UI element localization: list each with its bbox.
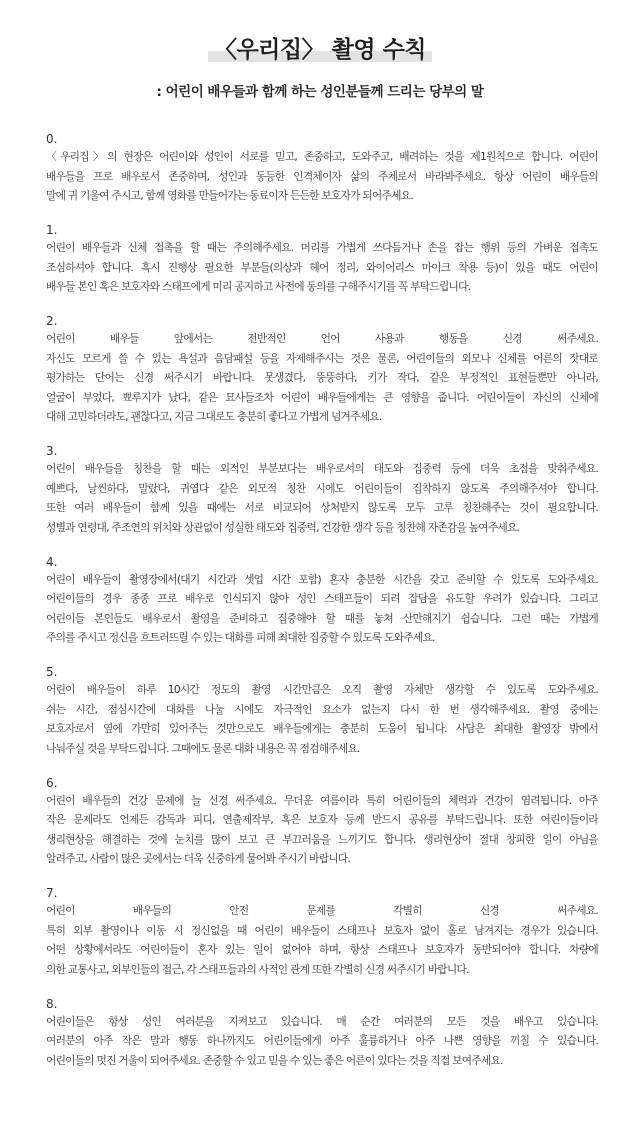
section-gap xyxy=(46,206,598,223)
rule-text-line: 어린이 배우들을 칭찬을 할 때는 외적인 부분보다는 배우로서의 태도와 집중력 등에 더욱 초점을 맞춰주세요. xyxy=(46,462,598,475)
rule-text-line: 어린이들 본인들도 배우로서 촬영을 준비하고 집중해야 할 때를 놓쳐 산만해지기 쉽습니다. 그런 때는 가볍게 xyxy=(46,611,598,625)
rule-number: 1. xyxy=(46,223,58,237)
rule-text-line: 대해 고민하더라도, 괜찮다고, 지금 그대로도 충분히 좋다고 가볍게 넘겨주세요. xyxy=(46,410,382,423)
section-gap xyxy=(46,537,598,554)
title-wrap xyxy=(0,34,640,66)
rule-text-line: 여러분의 아주 작은 말과 행동 하나까지도 어린이들에게 아주 훌륭하거나 아주 나쁜 영향을 끼칠 수 있습니다. xyxy=(46,1034,598,1047)
rule-section xyxy=(46,443,598,537)
section-gap xyxy=(46,869,598,886)
rule-text-line: 어린이 배우들이 하루 10시간 정도의 촬영 시간만큼은 오직 촬영 자체만 생각할 수 있도록 도와주세요. xyxy=(46,683,598,696)
rule-number: 0. xyxy=(46,132,58,146)
rule-text-line: 보호자로서 옆에 가만히 있어주는 것만으로도 배우들에게는 충분히 도움이 됩니다. 사담은 최대한 촬영장 밖에서 xyxy=(46,722,598,735)
rule-text-line: 또한 여러 배우들이 함께 있을 때에는 서로 비교되어 상처받지 않도록 모두 고루 칭찬해주는 것이 필요합니다. xyxy=(46,501,598,514)
rule-text-line: 배우들을 프로 배우로서 존중하며, 성인과 동등한 인격체이자 삶의 주체로서 바라봐주세요. 항상 어린이 배우들의 xyxy=(46,169,598,183)
rule-text-line: 자신도 모르게 쓸 수 있는 욕설과 음담패설 등을 자제해주시는 것은 물론, 어린이들의 외모나 신체를 어른의 잣대로 xyxy=(46,351,598,365)
rule-text-line: 예쁘다, 날씬하다, 말랐다, 귀엽다 같은 외모적 칭찬 시에도 어린이들이 집착하지 않도록 주의해주셔야 합니다. xyxy=(46,481,598,495)
rule-section xyxy=(46,775,598,869)
rules-list xyxy=(46,131,598,1070)
rule-text-line: 어린이들의 멋진 거울이 되어주세요. 존중할 수 있고 믿을 수 있는 좋은 어른이 있다는 것을 직접 보여주세요. xyxy=(46,1053,503,1067)
rule-section xyxy=(46,222,598,297)
rule-text-line: 작은 문제라도 언제든 감독과 피디, 연출제작부, 혹은 보호자 등께 반드시 공유를 부탁드립니다. 또한 어린이들이라 xyxy=(46,813,598,826)
section-gap xyxy=(46,648,598,665)
rule-text-line: 어떤 상황에서라도 어린이들이 혼자 있는 일이 없어야 하며, 항상 스태프나 보호자가 동반되어야 합니다. 차량에 xyxy=(46,943,598,956)
rule-text-line: 주의를 주시고 정신을 흐트러뜨릴 수 있는 대화를 피해 최대한 집중할 수 있도록 도와주세요. xyxy=(46,631,435,644)
rule-number: 3. xyxy=(46,444,58,458)
rule-number: 5. xyxy=(46,665,58,679)
rule-text-line: 말에 귀 기울여 주시고, 함께 영화를 만들어가는 동료이자 든든한 보호자가 되어주세요. xyxy=(46,189,413,202)
section-gap xyxy=(46,979,598,996)
rule-section xyxy=(46,313,598,427)
rule-section xyxy=(46,996,598,1071)
rule-number: 7. xyxy=(46,886,58,900)
rule-text-line: 어린이 배우들이 촬영장에서(대기 시간과 셋업 시간 포함) 혼자 충분한 시간을 갖고 준비할 수 있도록 도와주세요. xyxy=(46,572,598,586)
rule-text-line: 조심하셔야 합니다. 혹시 진행상 필요한 부분들(의상과 헤어 정리, 와이어리스 마이크 착용 등)이 있을 때도 어린이 xyxy=(46,260,598,274)
rule-text-line: 어린이 배우들의 건강 문제에 늘 신경 써주세요. 무더운 여름이라 특히 어린이들의 체력과 건강이 염려됩니다. 아주 xyxy=(46,793,598,807)
page-title-text: 〈우리집〉 촬영 수칙 xyxy=(213,37,427,63)
rule-text-line: 특히 외부 촬영이나 이동 시 정신없을 때 어린이 배우들이 스태프나 보호자 없이 홀로 남겨지는 경우가 있습니다. xyxy=(46,923,598,937)
rule-section xyxy=(46,554,598,648)
page-subtitle: : 어린이 배우들과 함께 하는 성인분들께 드리는 당부의 말 xyxy=(156,84,484,100)
rule-section xyxy=(46,885,598,979)
rule-text-line: 어린이 배우들의 안전 문제를 각별히 신경 써주세요. xyxy=(46,904,598,917)
section-gap xyxy=(46,297,598,314)
rule-text-line: 성별과 연령대, 주조연의 위치와 상관없이 성실한 태도와 집중력, 건강한 생각 등을 칭찬해 자존감을 높여주세요. xyxy=(46,520,520,534)
section-gap xyxy=(46,758,598,775)
rule-text-line: 얼굴이 부었다, 뾰루지가 났다, 같은 묘사들조차 어린이 배우들에게는 큰 영향을 줍니다. 어린이들이 자신의 신체에 xyxy=(46,390,598,404)
rule-text-line: 쉬는 시간, 점심시간에 대화를 나눌 시에도 자극적인 요소가 없는지 다시 한 번 생각해주세요. 촬영 중에는 xyxy=(46,702,598,716)
rule-text-line: 어린이들은 항상 성인 여러분을 지켜보고 있습니다. 매 순간 여러분의 모든 것을 배우고 있습니다. xyxy=(46,1014,598,1028)
rule-text-line: 어린이들의 경우 종종 프로 배우로 인식되지 않아 성인 스태프들이 되려 잡담을 유도할 우려가 있습니다. 그리고 xyxy=(46,592,598,605)
rule-text-line: 의한 교통사고, 외부인들의 접근, 각 스태프들과의 사적인 관계 또한 각별히 신경 써주시기 바랍니다. xyxy=(46,962,469,976)
rule-section xyxy=(46,131,598,206)
rule-text-line: 나눠주실 것을 부탁드립니다. 그때에도 물론 대화 내용은 꼭 점검해주세요. xyxy=(46,741,360,755)
rule-section xyxy=(46,664,598,758)
rule-text-line: 평가하는 단어는 신경 써주시기 바랍니다. 못생겼다, 뚱뚱하다, 키가 작다, 같은 부정적인 표현들뿐만 아니라, xyxy=(46,371,598,384)
page-title xyxy=(208,34,432,66)
rule-text-line: 배우들 본인 혹은 보호자와 스태프에게 미리 공지하고 사전에 동의를 구해주시기를 꼭 부탁드립니다. xyxy=(46,280,471,293)
rule-number: 6. xyxy=(46,775,58,790)
rule-number: 8. xyxy=(46,996,58,1011)
rule-text-line: 생리현상을 해결하는 것에 눈치를 많이 보고 큰 부끄러움을 느끼기도 합니다. 생리현상이 절대 창피한 일이 아님을 xyxy=(46,832,598,846)
rule-number: 2. xyxy=(46,314,58,328)
rule-text-line: 알려주고, 사람이 많은 곳에서는 더욱 신중하게 물어봐 주시기 바랍니다. xyxy=(46,852,351,865)
rule-text-line: 어린이 배우들과 신체 접촉을 할 때는 주의해주세요. 머리를 가볍게 쓰다듬거나 손을 잡는 행위 등의 가벼운 접촉도 xyxy=(46,241,598,254)
rule-text-line: 〈우리집〉의 현장은 어린이와 성인이 서로를 믿고, 존중하고, 도와주고, 배려하는 것을 제1원칙으로 합니다. 어린이 xyxy=(46,150,598,163)
rule-text-line: 어린이 배우들 앞에서는 전반적인 언어 사용과 행동을 신경 써주세요. xyxy=(46,332,598,345)
section-gap xyxy=(46,427,598,444)
rule-number: 4. xyxy=(46,554,58,569)
